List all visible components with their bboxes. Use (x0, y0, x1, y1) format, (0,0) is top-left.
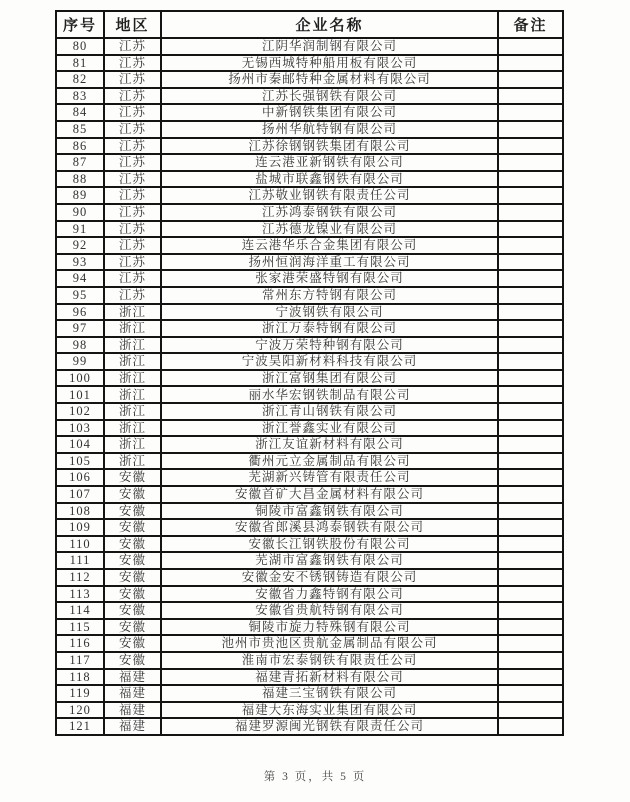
company-name-cell: 扬州华航特钢有限公司 (161, 121, 498, 138)
table-row (56, 469, 563, 486)
note-cell (498, 237, 563, 254)
table-body (56, 38, 563, 735)
note-cell (498, 121, 563, 138)
company-name-cell: 浙江青山钢铁有限公司 (161, 403, 498, 420)
table-row (56, 204, 563, 221)
note-cell (498, 519, 563, 536)
note-cell (498, 453, 563, 470)
table-row (56, 221, 563, 238)
region-cell: 江苏 (104, 221, 161, 238)
serial-number-cell: 84 (56, 104, 104, 121)
table-row (56, 104, 563, 121)
table-row (56, 320, 563, 337)
region-cell: 安徽 (104, 469, 161, 486)
company-name-cell: 浙江誉鑫实业有限公司 (161, 420, 498, 437)
serial-number-cell: 96 (56, 304, 104, 321)
serial-number-cell: 98 (56, 337, 104, 354)
company-name-cell: 福建罗源闽光钢铁有限责任公司 (161, 718, 498, 735)
company-name-cell: 扬州市秦邮特种金属材料有限公司 (161, 71, 498, 88)
region-cell: 江苏 (104, 237, 161, 254)
table-row (56, 88, 563, 105)
note-cell (498, 171, 563, 188)
note-cell (498, 337, 563, 354)
region-cell: 福建 (104, 718, 161, 735)
serial-number-cell: 102 (56, 403, 104, 420)
serial-number-cell: 111 (56, 552, 104, 569)
serial-number-cell: 107 (56, 486, 104, 503)
table-row (56, 718, 563, 735)
note-cell (498, 353, 563, 370)
note-cell (498, 370, 563, 387)
company-name-cell: 丽水华宏钢铁制品有限公司 (161, 386, 498, 403)
company-name-cell: 江苏敬业钢铁有限责任公司 (161, 187, 498, 204)
page-indicator: 第 3 页，共 5 页 (263, 771, 367, 783)
note-cell (498, 221, 563, 238)
company-name-cell: 张家港荣盛特钢有限公司 (161, 270, 498, 287)
company-name-cell: 江苏德龙镍业有限公司 (161, 221, 498, 238)
note-cell (498, 569, 563, 586)
serial-number-cell: 108 (56, 503, 104, 520)
company-name-cell: 安徽省力鑫特钢有限公司 (161, 586, 498, 603)
table-row (56, 287, 563, 304)
region-cell: 安徽 (104, 569, 161, 586)
table-row (56, 652, 563, 669)
region-cell: 江苏 (104, 171, 161, 188)
serial-number-cell: 118 (56, 669, 104, 686)
table-row (56, 270, 563, 287)
serial-number-cell: 110 (56, 536, 104, 553)
company-name-cell: 宁波万荣特种钢有限公司 (161, 337, 498, 354)
company-name-cell: 安徽长江钢铁股份有限公司 (161, 536, 498, 553)
note-cell (498, 685, 563, 702)
note-cell (498, 386, 563, 403)
page-footer (0, 768, 630, 784)
serial-number-cell: 97 (56, 320, 104, 337)
company-name-cell: 连云港华乐合金集团有限公司 (161, 237, 498, 254)
table-row (56, 254, 563, 271)
region-cell: 浙江 (104, 386, 161, 403)
company-name-cell: 连云港亚新钢铁有限公司 (161, 154, 498, 171)
serial-number-cell: 103 (56, 420, 104, 437)
region-cell: 安徽 (104, 519, 161, 536)
region-cell: 浙江 (104, 320, 161, 337)
table-row (56, 453, 563, 470)
note-cell (498, 138, 563, 155)
serial-number-cell: 83 (56, 88, 104, 105)
note-cell (498, 55, 563, 72)
note-cell (498, 270, 563, 287)
region-cell: 浙江 (104, 453, 161, 470)
company-name-cell: 铜陵市富鑫钢铁有限公司 (161, 503, 498, 520)
company-name-cell: 福建青拓新材料有限公司 (161, 669, 498, 686)
company-name-cell: 安徽省贵航特钢有限公司 (161, 602, 498, 619)
region-cell: 江苏 (104, 287, 161, 304)
note-cell (498, 635, 563, 652)
table-row (56, 619, 563, 636)
note-cell (498, 702, 563, 719)
header-note: 备注 (498, 11, 563, 38)
company-name-cell: 江苏鸿泰钢铁有限公司 (161, 204, 498, 221)
company-name-cell: 安徽首矿大昌金属材料有限公司 (161, 486, 498, 503)
company-name-cell: 宁波昊阳新材料科技有限公司 (161, 353, 498, 370)
serial-number-cell: 82 (56, 71, 104, 88)
region-cell: 浙江 (104, 436, 161, 453)
serial-number-cell: 88 (56, 171, 104, 188)
company-name-cell: 扬州恒润海洋重工有限公司 (161, 254, 498, 271)
table-row (56, 138, 563, 155)
region-cell: 江苏 (104, 204, 161, 221)
region-cell: 江苏 (104, 71, 161, 88)
serial-number-cell: 99 (56, 353, 104, 370)
serial-number-cell: 104 (56, 436, 104, 453)
company-name-cell: 福建大东海实业集团有限公司 (161, 702, 498, 719)
serial-number-cell: 85 (56, 121, 104, 138)
note-cell (498, 88, 563, 105)
note-cell (498, 403, 563, 420)
table-row (56, 171, 563, 188)
note-cell (498, 71, 563, 88)
table-row (56, 420, 563, 437)
region-cell: 浙江 (104, 304, 161, 321)
serial-number-cell: 90 (56, 204, 104, 221)
serial-number-cell: 105 (56, 453, 104, 470)
note-cell (498, 469, 563, 486)
table-row (56, 55, 563, 72)
table-row (56, 386, 563, 403)
note-cell (498, 254, 563, 271)
serial-number-cell: 119 (56, 685, 104, 702)
company-name-cell: 浙江友谊新材料有限公司 (161, 436, 498, 453)
table-row (56, 586, 563, 603)
note-cell (498, 204, 563, 221)
note-cell (498, 652, 563, 669)
header-row (56, 11, 563, 38)
table-row (56, 685, 563, 702)
note-cell (498, 536, 563, 553)
region-cell: 浙江 (104, 353, 161, 370)
serial-number-cell: 87 (56, 154, 104, 171)
table-row (56, 337, 563, 354)
table-row (56, 602, 563, 619)
company-name-cell: 盐城市联鑫钢铁有限公司 (161, 171, 498, 188)
serial-number-cell: 114 (56, 602, 104, 619)
company-name-cell: 常州东方特钢有限公司 (161, 287, 498, 304)
company-name-cell: 江阴华润制钢有限公司 (161, 38, 498, 55)
region-cell: 安徽 (104, 536, 161, 553)
region-cell: 江苏 (104, 88, 161, 105)
region-cell: 江苏 (104, 55, 161, 72)
note-cell (498, 154, 563, 171)
note-cell (498, 304, 563, 321)
table-row (56, 403, 563, 420)
region-cell: 浙江 (104, 403, 161, 420)
table-row (56, 304, 563, 321)
table-row (56, 370, 563, 387)
serial-number-cell: 113 (56, 586, 104, 603)
note-cell (498, 38, 563, 55)
region-cell: 江苏 (104, 154, 161, 171)
serial-number-cell: 115 (56, 619, 104, 636)
table-row (56, 486, 563, 503)
table-row (56, 121, 563, 138)
serial-number-cell: 100 (56, 370, 104, 387)
table-row (56, 536, 563, 553)
region-cell: 福建 (104, 669, 161, 686)
company-name-cell: 淮南市宏泰钢铁有限责任公司 (161, 652, 498, 669)
region-cell: 安徽 (104, 619, 161, 636)
note-cell (498, 619, 563, 636)
company-name-cell: 芜湖市富鑫钢铁有限公司 (161, 552, 498, 569)
region-cell: 福建 (104, 702, 161, 719)
serial-number-cell: 92 (56, 237, 104, 254)
table-row (56, 436, 563, 453)
table-row (56, 569, 563, 586)
region-cell: 安徽 (104, 486, 161, 503)
region-cell: 安徽 (104, 552, 161, 569)
region-cell: 江苏 (104, 121, 161, 138)
table-row (56, 187, 563, 204)
table-row (56, 237, 563, 254)
note-cell (498, 503, 563, 520)
table-row (56, 154, 563, 171)
table-row (56, 71, 563, 88)
table-header (56, 11, 563, 38)
note-cell (498, 718, 563, 735)
company-name-cell: 无锡西城特种船用板有限公司 (161, 55, 498, 72)
table-row (56, 635, 563, 652)
company-name-cell: 浙江富钢集团有限公司 (161, 370, 498, 387)
table-row (56, 519, 563, 536)
table-row (56, 503, 563, 520)
region-cell: 浙江 (104, 337, 161, 354)
serial-number-cell: 109 (56, 519, 104, 536)
serial-number-cell: 95 (56, 287, 104, 304)
serial-number-cell: 86 (56, 138, 104, 155)
region-cell: 安徽 (104, 635, 161, 652)
header-serial-number: 序号 (56, 11, 104, 38)
table-row (56, 669, 563, 686)
region-cell: 安徽 (104, 586, 161, 603)
serial-number-cell: 101 (56, 386, 104, 403)
region-cell: 浙江 (104, 420, 161, 437)
table-row (56, 702, 563, 719)
region-cell: 安徽 (104, 602, 161, 619)
region-cell: 安徽 (104, 503, 161, 520)
note-cell (498, 436, 563, 453)
note-cell (498, 420, 563, 437)
region-cell: 江苏 (104, 187, 161, 204)
company-name-cell: 浙江万泰特钢有限公司 (161, 320, 498, 337)
company-table (55, 10, 564, 736)
region-cell: 浙江 (104, 370, 161, 387)
serial-number-cell: 112 (56, 569, 104, 586)
company-name-cell: 安徽金安不锈钢铸造有限公司 (161, 569, 498, 586)
serial-number-cell: 93 (56, 254, 104, 271)
note-cell (498, 602, 563, 619)
company-name-cell: 福建三宝钢铁有限公司 (161, 685, 498, 702)
header-company-name: 企业名称 (161, 11, 498, 38)
serial-number-cell: 81 (56, 55, 104, 72)
note-cell (498, 486, 563, 503)
table-row (56, 353, 563, 370)
serial-number-cell: 121 (56, 718, 104, 735)
region-cell: 江苏 (104, 254, 161, 271)
region-cell: 江苏 (104, 138, 161, 155)
note-cell (498, 187, 563, 204)
note-cell (498, 320, 563, 337)
company-name-cell: 池州市贵池区贵航金属制品有限公司 (161, 635, 498, 652)
note-cell (498, 552, 563, 569)
serial-number-cell: 91 (56, 221, 104, 238)
company-name-cell: 宁波钢铁有限公司 (161, 304, 498, 321)
region-cell: 江苏 (104, 270, 161, 287)
company-name-cell: 铜陵市旋力特殊钢有限公司 (161, 619, 498, 636)
table-row (56, 552, 563, 569)
serial-number-cell: 106 (56, 469, 104, 486)
note-cell (498, 669, 563, 686)
company-name-cell: 芜湖新兴铸管有限责任公司 (161, 469, 498, 486)
company-name-cell: 中新钢铁集团有限公司 (161, 104, 498, 121)
header-region: 地区 (104, 11, 161, 38)
serial-number-cell: 117 (56, 652, 104, 669)
note-cell (498, 586, 563, 603)
note-cell (498, 287, 563, 304)
serial-number-cell: 120 (56, 702, 104, 719)
serial-number-cell: 116 (56, 635, 104, 652)
serial-number-cell: 80 (56, 38, 104, 55)
serial-number-cell: 89 (56, 187, 104, 204)
region-cell: 江苏 (104, 104, 161, 121)
company-name-cell: 安徽省郎溪县鸿泰钢铁有限公司 (161, 519, 498, 536)
region-cell: 江苏 (104, 38, 161, 55)
company-name-cell: 江苏徐钢钢铁集团有限公司 (161, 138, 498, 155)
note-cell (498, 104, 563, 121)
company-name-cell: 衢州元立金属制品有限公司 (161, 453, 498, 470)
region-cell: 福建 (104, 685, 161, 702)
serial-number-cell: 94 (56, 270, 104, 287)
company-name-cell: 江苏长强钢铁有限公司 (161, 88, 498, 105)
region-cell: 安徽 (104, 652, 161, 669)
table-row (56, 38, 563, 55)
